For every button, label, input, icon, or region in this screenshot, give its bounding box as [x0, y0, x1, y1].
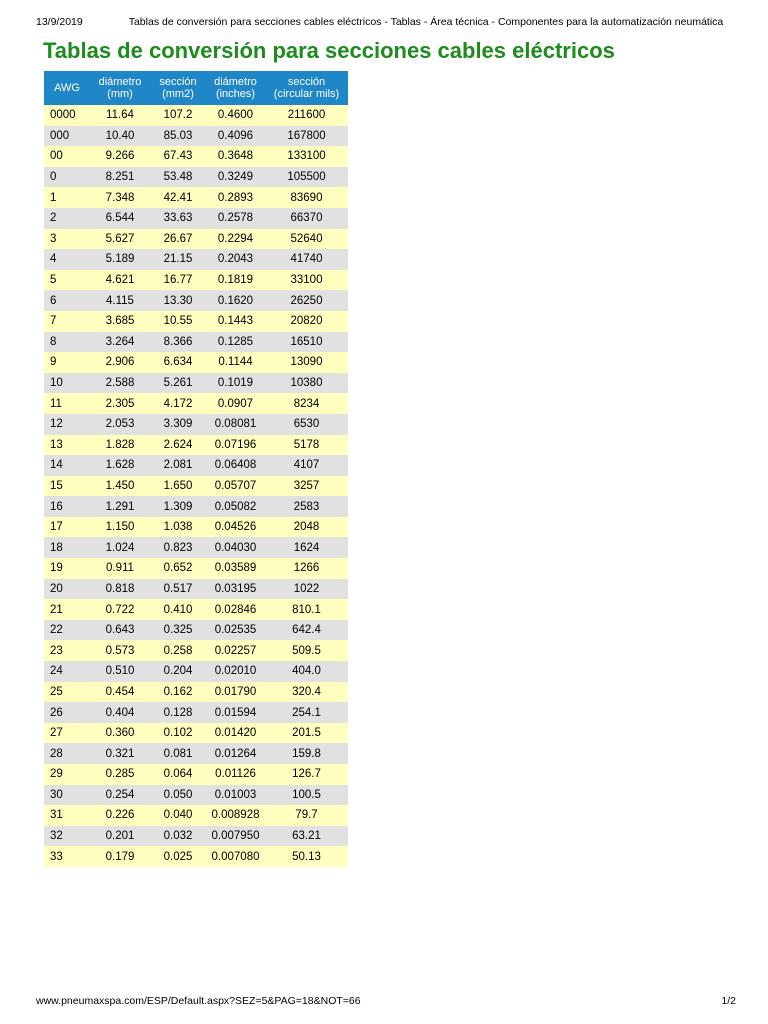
cell-section-circular-mils: 642.4: [265, 620, 348, 641]
cell-section-mm2: 0.325: [150, 620, 206, 641]
cell-diameter-inches: 0.05082: [206, 496, 265, 517]
cell-diameter-inches: 0.07196: [206, 435, 265, 456]
cell-diameter-mm: 6.544: [90, 208, 150, 229]
cell-awg: 14: [44, 455, 90, 476]
cell-awg: 22: [44, 620, 90, 641]
cell-section-circular-mils: 41740: [265, 249, 348, 270]
table-row: [44, 332, 348, 353]
cell-awg: 4: [44, 249, 90, 270]
cell-section-circular-mils: 810.1: [265, 599, 348, 620]
table-row: [44, 414, 348, 435]
cell-diameter-mm: 10.40: [90, 126, 150, 147]
cell-section-mm2: 2.624: [150, 435, 206, 456]
cell-awg: 6: [44, 290, 90, 311]
table-row: [44, 290, 348, 311]
cell-section-mm2: 0.040: [150, 805, 206, 826]
cell-section-circular-mils: 211600: [265, 105, 348, 126]
cell-awg: 27: [44, 723, 90, 744]
cell-diameter-mm: 2.906: [90, 352, 150, 373]
cell-awg: 25: [44, 682, 90, 703]
table-row: [44, 393, 348, 414]
cell-section-circular-mils: 3257: [265, 476, 348, 497]
cell-awg: 11: [44, 393, 90, 414]
cell-diameter-inches: 0.01003: [206, 785, 265, 806]
cell-awg: 26: [44, 702, 90, 723]
cell-section-mm2: 0.025: [150, 846, 206, 867]
cell-section-mm2: 0.064: [150, 764, 206, 785]
cell-awg: 10: [44, 373, 90, 394]
cell-diameter-inches: 0.1819: [206, 270, 265, 291]
cell-diameter-mm: 11.64: [90, 105, 150, 126]
table-row: [44, 723, 348, 744]
cell-section-mm2: 42.41: [150, 187, 206, 208]
cell-diameter-mm: 0.201: [90, 826, 150, 847]
cell-section-circular-mils: 254.1: [265, 702, 348, 723]
cell-awg: 16: [44, 496, 90, 517]
cell-section-circular-mils: 26250: [265, 290, 348, 311]
cell-awg: 5: [44, 270, 90, 291]
cell-diameter-mm: 1.628: [90, 455, 150, 476]
cell-diameter-mm: 0.818: [90, 579, 150, 600]
cell-diameter-inches: 0.04526: [206, 517, 265, 538]
column-header-diameter-inches: diámetro (inches): [206, 71, 265, 105]
table-row: [44, 187, 348, 208]
cell-diameter-mm: 0.510: [90, 661, 150, 682]
table-row: [44, 455, 348, 476]
cell-diameter-inches: 0.01126: [206, 764, 265, 785]
cell-diameter-inches: 0.4600: [206, 105, 265, 126]
cell-section-circular-mils: 16510: [265, 332, 348, 353]
cell-section-circular-mils: 2048: [265, 517, 348, 538]
cell-diameter-mm: 0.360: [90, 723, 150, 744]
cell-diameter-mm: 1.150: [90, 517, 150, 538]
cell-awg: 00: [44, 146, 90, 167]
cell-diameter-mm: 5.189: [90, 249, 150, 270]
cell-awg: 0: [44, 167, 90, 188]
cell-section-circular-mils: 13090: [265, 352, 348, 373]
conversion-table: [44, 71, 348, 867]
table-body: [44, 105, 348, 867]
cell-section-mm2: 0.823: [150, 537, 206, 558]
cell-section-circular-mils: 159.8: [265, 743, 348, 764]
cell-section-mm2: 8.366: [150, 332, 206, 353]
cell-awg: 24: [44, 661, 90, 682]
table-row: [44, 640, 348, 661]
cell-section-mm2: 67.43: [150, 146, 206, 167]
cell-section-mm2: 0.032: [150, 826, 206, 847]
cell-awg: 21: [44, 599, 90, 620]
cell-section-mm2: 1.309: [150, 496, 206, 517]
cell-awg: 0000: [44, 105, 90, 126]
table-row: [44, 105, 348, 126]
cell-diameter-mm: 7.348: [90, 187, 150, 208]
cell-diameter-inches: 0.03589: [206, 558, 265, 579]
cell-section-mm2: 0.102: [150, 723, 206, 744]
cell-diameter-mm: 5.627: [90, 229, 150, 250]
cell-section-mm2: 0.204: [150, 661, 206, 682]
cell-section-mm2: 107.2: [150, 105, 206, 126]
cell-section-circular-mils: 50.13: [265, 846, 348, 867]
table-row: [44, 702, 348, 723]
cell-diameter-inches: 0.01420: [206, 723, 265, 744]
table-row: [44, 537, 348, 558]
print-document-title: Tablas de conversión para secciones cables eléctricos - Tablas - Área técnica - Componentes para la automatización neumática: [128, 16, 724, 28]
cell-section-mm2: 26.67: [150, 229, 206, 250]
cell-section-circular-mils: 33100: [265, 270, 348, 291]
table-row: [44, 785, 348, 806]
table-row: [44, 517, 348, 538]
cell-diameter-inches: 0.01264: [206, 743, 265, 764]
cell-section-circular-mils: 105500: [265, 167, 348, 188]
table-row: [44, 682, 348, 703]
cell-diameter-inches: 0.01790: [206, 682, 265, 703]
print-url: www.pneumaxspa.com/ESP/Default.aspx?SEZ=5&PAG=18&NOT=66: [36, 995, 361, 1007]
column-header-section-mm2: sección (mm2): [150, 71, 206, 105]
table-row: [44, 558, 348, 579]
cell-section-circular-mils: 6530: [265, 414, 348, 435]
cell-awg: 30: [44, 785, 90, 806]
cell-awg: 20: [44, 579, 90, 600]
cell-diameter-inches: 0.007080: [206, 846, 265, 867]
cell-section-mm2: 0.081: [150, 743, 206, 764]
cell-section-circular-mils: 509.5: [265, 640, 348, 661]
cell-section-mm2: 0.258: [150, 640, 206, 661]
cell-diameter-inches: 0.05707: [206, 476, 265, 497]
cell-awg: 12: [44, 414, 90, 435]
table-row: [44, 805, 348, 826]
cell-section-circular-mils: 10380: [265, 373, 348, 394]
cell-diameter-inches: 0.2043: [206, 249, 265, 270]
cell-diameter-inches: 0.06408: [206, 455, 265, 476]
cell-diameter-mm: 3.685: [90, 311, 150, 332]
column-header-section-circular-mils: sección (circular mils): [265, 71, 348, 105]
cell-diameter-mm: 1.291: [90, 496, 150, 517]
cell-diameter-mm: 1.450: [90, 476, 150, 497]
cell-awg: 13: [44, 435, 90, 456]
cell-diameter-inches: 0.008928: [206, 805, 265, 826]
cell-diameter-inches: 0.2578: [206, 208, 265, 229]
cell-section-circular-mils: 1624: [265, 537, 348, 558]
cell-section-circular-mils: 66370: [265, 208, 348, 229]
cell-diameter-inches: 0.08081: [206, 414, 265, 435]
column-header-diameter-mm: diámetro (mm): [90, 71, 150, 105]
cell-section-mm2: 10.55: [150, 311, 206, 332]
cell-diameter-mm: 0.321: [90, 743, 150, 764]
cell-diameter-inches: 0.3249: [206, 167, 265, 188]
cell-awg: 18: [44, 537, 90, 558]
cell-section-circular-mils: 20820: [265, 311, 348, 332]
cell-section-mm2: 1.038: [150, 517, 206, 538]
cell-diameter-inches: 0.0907: [206, 393, 265, 414]
cell-awg: 000: [44, 126, 90, 147]
cell-section-circular-mils: 1266: [265, 558, 348, 579]
cell-awg: 2: [44, 208, 90, 229]
cell-section-circular-mils: 100.5: [265, 785, 348, 806]
cell-diameter-inches: 0.1620: [206, 290, 265, 311]
table-row: [44, 599, 348, 620]
cell-diameter-mm: 2.305: [90, 393, 150, 414]
table-row: [44, 579, 348, 600]
cell-section-circular-mils: 404.0: [265, 661, 348, 682]
table-row: [44, 661, 348, 682]
cell-diameter-mm: 0.643: [90, 620, 150, 641]
cell-diameter-inches: 0.1144: [206, 352, 265, 373]
cell-section-circular-mils: 5178: [265, 435, 348, 456]
cell-diameter-inches: 0.4096: [206, 126, 265, 147]
table-row: [44, 373, 348, 394]
table-row: [44, 764, 348, 785]
column-header-awg: AWG: [44, 71, 90, 105]
cell-diameter-mm: 2.053: [90, 414, 150, 435]
table-header-row: [44, 71, 348, 105]
cell-diameter-mm: 0.285: [90, 764, 150, 785]
table-row: [44, 826, 348, 847]
print-date: 13/9/2019: [36, 16, 83, 28]
cell-section-mm2: 85.03: [150, 126, 206, 147]
cell-section-circular-mils: 2583: [265, 496, 348, 517]
cell-section-mm2: 0.652: [150, 558, 206, 579]
cell-diameter-mm: 0.911: [90, 558, 150, 579]
cell-diameter-inches: 0.2294: [206, 229, 265, 250]
cell-awg: 8: [44, 332, 90, 353]
cell-diameter-mm: 1.024: [90, 537, 150, 558]
cell-awg: 15: [44, 476, 90, 497]
cell-section-mm2: 4.172: [150, 393, 206, 414]
print-footer: [36, 995, 736, 1007]
table-row: [44, 496, 348, 517]
table-row: [44, 476, 348, 497]
cell-awg: 1: [44, 187, 90, 208]
table-row: [44, 846, 348, 867]
cell-diameter-mm: 3.264: [90, 332, 150, 353]
table-row: [44, 146, 348, 167]
cell-diameter-mm: 9.266: [90, 146, 150, 167]
cell-diameter-inches: 0.2893: [206, 187, 265, 208]
cell-awg: 23: [44, 640, 90, 661]
cell-awg: 33: [44, 846, 90, 867]
table-row: [44, 270, 348, 291]
cell-diameter-mm: 0.573: [90, 640, 150, 661]
cell-diameter-mm: 0.179: [90, 846, 150, 867]
cell-awg: 19: [44, 558, 90, 579]
cell-section-circular-mils: 167800: [265, 126, 348, 147]
cell-diameter-mm: 4.621: [90, 270, 150, 291]
cell-diameter-inches: 0.1019: [206, 373, 265, 394]
table-row: [44, 126, 348, 147]
cell-diameter-inches: 0.1285: [206, 332, 265, 353]
table-row: [44, 249, 348, 270]
cell-section-circular-mils: 8234: [265, 393, 348, 414]
cell-awg: 3: [44, 229, 90, 250]
cell-diameter-inches: 0.3648: [206, 146, 265, 167]
cell-section-mm2: 2.081: [150, 455, 206, 476]
cell-diameter-mm: 0.404: [90, 702, 150, 723]
cell-section-circular-mils: 83690: [265, 187, 348, 208]
cell-diameter-mm: 1.828: [90, 435, 150, 456]
cell-diameter-inches: 0.02010: [206, 661, 265, 682]
cell-section-mm2: 0.410: [150, 599, 206, 620]
cell-section-circular-mils: 201.5: [265, 723, 348, 744]
cell-section-mm2: 21.15: [150, 249, 206, 270]
page-title: Tablas de conversión para secciones cables eléctricos: [43, 38, 615, 63]
print-header: [36, 16, 736, 28]
cell-section-mm2: 6.634: [150, 352, 206, 373]
cell-awg: 28: [44, 743, 90, 764]
cell-diameter-mm: 0.722: [90, 599, 150, 620]
cell-diameter-inches: 0.04030: [206, 537, 265, 558]
table-row: [44, 208, 348, 229]
cell-section-mm2: 0.517: [150, 579, 206, 600]
cell-diameter-inches: 0.02846: [206, 599, 265, 620]
table-row: [44, 229, 348, 250]
cell-diameter-mm: 0.226: [90, 805, 150, 826]
cell-section-circular-mils: 133100: [265, 146, 348, 167]
cell-diameter-inches: 0.02535: [206, 620, 265, 641]
cell-section-mm2: 16.77: [150, 270, 206, 291]
cell-diameter-inches: 0.02257: [206, 640, 265, 661]
cell-awg: 9: [44, 352, 90, 373]
cell-section-circular-mils: 63.21: [265, 826, 348, 847]
page-number: 1/2: [721, 995, 736, 1007]
cell-section-mm2: 33.63: [150, 208, 206, 229]
cell-diameter-mm: 0.254: [90, 785, 150, 806]
cell-awg: 32: [44, 826, 90, 847]
cell-diameter-mm: 4.115: [90, 290, 150, 311]
cell-section-circular-mils: 126.7: [265, 764, 348, 785]
table-row: [44, 743, 348, 764]
cell-awg: 31: [44, 805, 90, 826]
cell-section-circular-mils: 4107: [265, 455, 348, 476]
table-row: [44, 352, 348, 373]
cell-awg: 17: [44, 517, 90, 538]
cell-diameter-inches: 0.1443: [206, 311, 265, 332]
cell-awg: 29: [44, 764, 90, 785]
cell-section-circular-mils: 79.7: [265, 805, 348, 826]
table-row: [44, 311, 348, 332]
table-row: [44, 167, 348, 188]
cell-section-mm2: 13.30: [150, 290, 206, 311]
cell-section-mm2: 1.650: [150, 476, 206, 497]
cell-section-mm2: 0.050: [150, 785, 206, 806]
cell-diameter-mm: 8.251: [90, 167, 150, 188]
cell-diameter-inches: 0.007950: [206, 826, 265, 847]
cell-section-mm2: 0.162: [150, 682, 206, 703]
cell-diameter-inches: 0.01594: [206, 702, 265, 723]
cell-section-mm2: 53.48: [150, 167, 206, 188]
table-row: [44, 435, 348, 456]
table-row: [44, 620, 348, 641]
cell-diameter-mm: 0.454: [90, 682, 150, 703]
cell-section-mm2: 0.128: [150, 702, 206, 723]
cell-section-circular-mils: 52640: [265, 229, 348, 250]
cell-section-circular-mils: 1022: [265, 579, 348, 600]
cell-diameter-inches: 0.03195: [206, 579, 265, 600]
cell-section-mm2: 3.309: [150, 414, 206, 435]
cell-section-circular-mils: 320.4: [265, 682, 348, 703]
cell-awg: 7: [44, 311, 90, 332]
cell-diameter-mm: 2.588: [90, 373, 150, 394]
cell-section-mm2: 5.261: [150, 373, 206, 394]
